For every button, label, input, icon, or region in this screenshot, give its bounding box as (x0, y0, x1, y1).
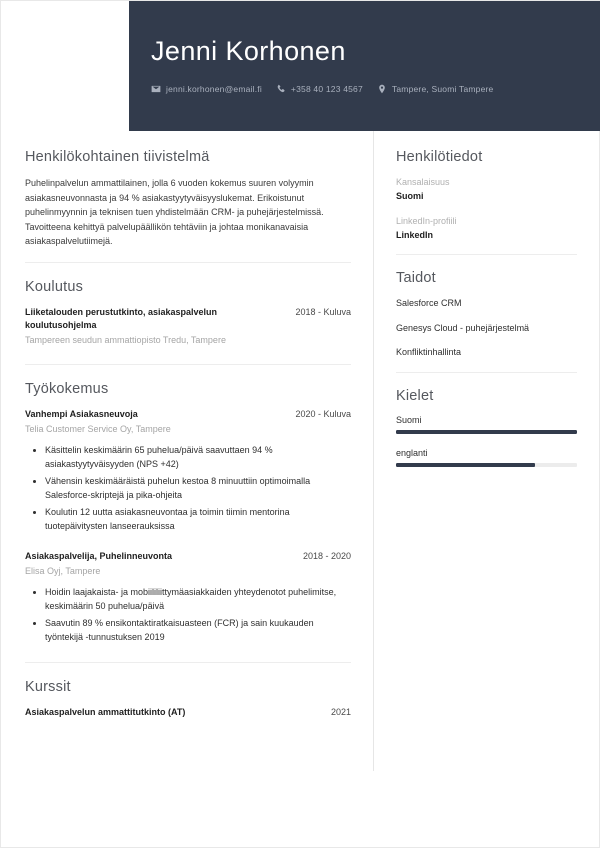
summary-text: Puhelinpalvelun ammattilainen, jolla 6 vuoden kokemus suuren volyymin asiakasneuvonnasta ja 94 % asiakastyytyväisyyslukemat. Erikoistunut puhelinmyynnin ja teknisen tuen yhdistelmään CRM- ja puhejärjestelmissä. Tavoitteena kehittyä palvelupäällikön tehtäviin ja johtaa monikanavaisia asiakaspalvelutiimejä. (25, 178, 324, 247)
info-value: Suomi (396, 191, 424, 202)
section-courses (25, 679, 351, 736)
page-title: Jenni Korhonen (151, 36, 346, 66)
contact-email[interactable] (151, 84, 262, 94)
entry-title: Liiketalouden perustutkinto, asiakaspalvelun koulutusohjelma (25, 306, 218, 330)
list-item: • Käsittelin keskimäärin 65 puhelua/päivä saavuttaen 94 % asiakastyytyväisyyden (NPS +42) (45, 444, 351, 472)
entry-head (25, 550, 351, 563)
course-entry (25, 706, 351, 719)
section-skills-title: Taidot (396, 270, 436, 287)
section-summary (25, 149, 351, 263)
location-pin-icon (377, 84, 387, 94)
entry-head (25, 706, 351, 719)
sidebar-column (373, 131, 600, 771)
personal-info-linkedin (396, 215, 577, 242)
language-item (396, 448, 577, 467)
language-level-track (396, 463, 577, 467)
email-icon (151, 84, 161, 94)
language-level-fill (396, 463, 535, 467)
section-education (25, 279, 351, 365)
language-item (396, 415, 577, 434)
entry-subtitle: Tampereen seudun ammattiopisto Tredu, Tampere (25, 334, 226, 345)
main-column (1, 131, 373, 752)
entry-bullets (25, 586, 351, 645)
section-education-title: Koulutus (25, 278, 84, 295)
section-skills (396, 270, 577, 373)
education-entry (25, 306, 351, 347)
section-courses-title: Kurssit (25, 679, 71, 696)
list-item: • Saavutin 89 % ensikontaktiratkaisuasteen (FCR) ja sain kuukauden työntekijä -tunnustuksen 2019 (45, 617, 351, 645)
contact-location[interactable] (377, 84, 494, 94)
entry-date: 2020 - Kuluva (295, 408, 351, 419)
section-languages (396, 388, 577, 479)
language-name: Suomi (396, 414, 422, 425)
entry-subtitle: Elisa Oyj, Tampere (25, 565, 101, 576)
section-personal-info-title: Henkilötiedot (396, 149, 483, 165)
entry-title: Asiakaspalvelun ammattitutkinto (AT) (25, 707, 186, 718)
language-level-fill (396, 430, 577, 434)
entry-date: 2018 - Kuluva (295, 306, 351, 317)
resume-body (1, 131, 600, 771)
contact-email-text: jenni.korhonen@email.fi (166, 83, 262, 94)
info-value-link[interactable]: LinkedIn (396, 230, 434, 241)
personal-info-nationality (396, 176, 577, 203)
experience-entry (25, 408, 351, 534)
info-label: LinkedIn-profiili (396, 216, 457, 227)
contact-location-text: Tampere, Suomi Tampere (391, 83, 494, 94)
list-item: • Koulutin 12 uutta asiakasneuvontaa ja toimin tiimin mentorina tuotepäivitysten lanseerauksissa (45, 506, 351, 534)
language-level-track (396, 430, 577, 434)
section-languages-title: Kielet (396, 387, 434, 404)
contact-phone-text: +358 40 123 4567 (290, 83, 363, 94)
resume-header (129, 1, 600, 131)
entry-head (25, 306, 351, 332)
info-label: Kansalaisuus (396, 177, 450, 187)
list-item: Genesys Cloud - puhejärjestelmä (396, 322, 530, 333)
entry-bullets (25, 444, 351, 534)
contact-row (151, 84, 600, 94)
entry-date: 2018 - 2020 (302, 550, 351, 561)
section-personal-info (396, 149, 577, 255)
entry-title: Vanhempi Asiakasneuvoja (25, 408, 138, 419)
phone-icon (276, 84, 286, 94)
section-summary-title: Henkilökohtainen tiivistelmä (25, 149, 210, 165)
list-item: Salesforce CRM (396, 298, 462, 309)
entry-title: Asiakaspalvelija, Puhelinneuvonta (25, 550, 173, 561)
experience-entry (25, 550, 351, 645)
list-item: • Hoidin laajakaista- ja mobiililiittymäasiakkaiden yhteydenotot puhelimitse, keskimäärin 50 puhelua/päivä (45, 586, 351, 614)
list-item: Konfliktinhallinta (396, 347, 462, 358)
contact-phone[interactable] (276, 84, 363, 94)
list-item: • Vähensin keskimääräistä puhelun kestoa 8 minuuttiin optimoimalla Salesforce-skriptejä ja pika-ohjeita (45, 475, 351, 503)
section-experience-title: Työkokemus (25, 380, 109, 397)
entry-head (25, 408, 351, 421)
entry-date: 2021 (330, 707, 351, 718)
entry-subtitle: Telia Customer Service Oy, Tampere (25, 423, 171, 434)
language-name: englanti (396, 447, 428, 458)
section-experience (25, 381, 351, 664)
